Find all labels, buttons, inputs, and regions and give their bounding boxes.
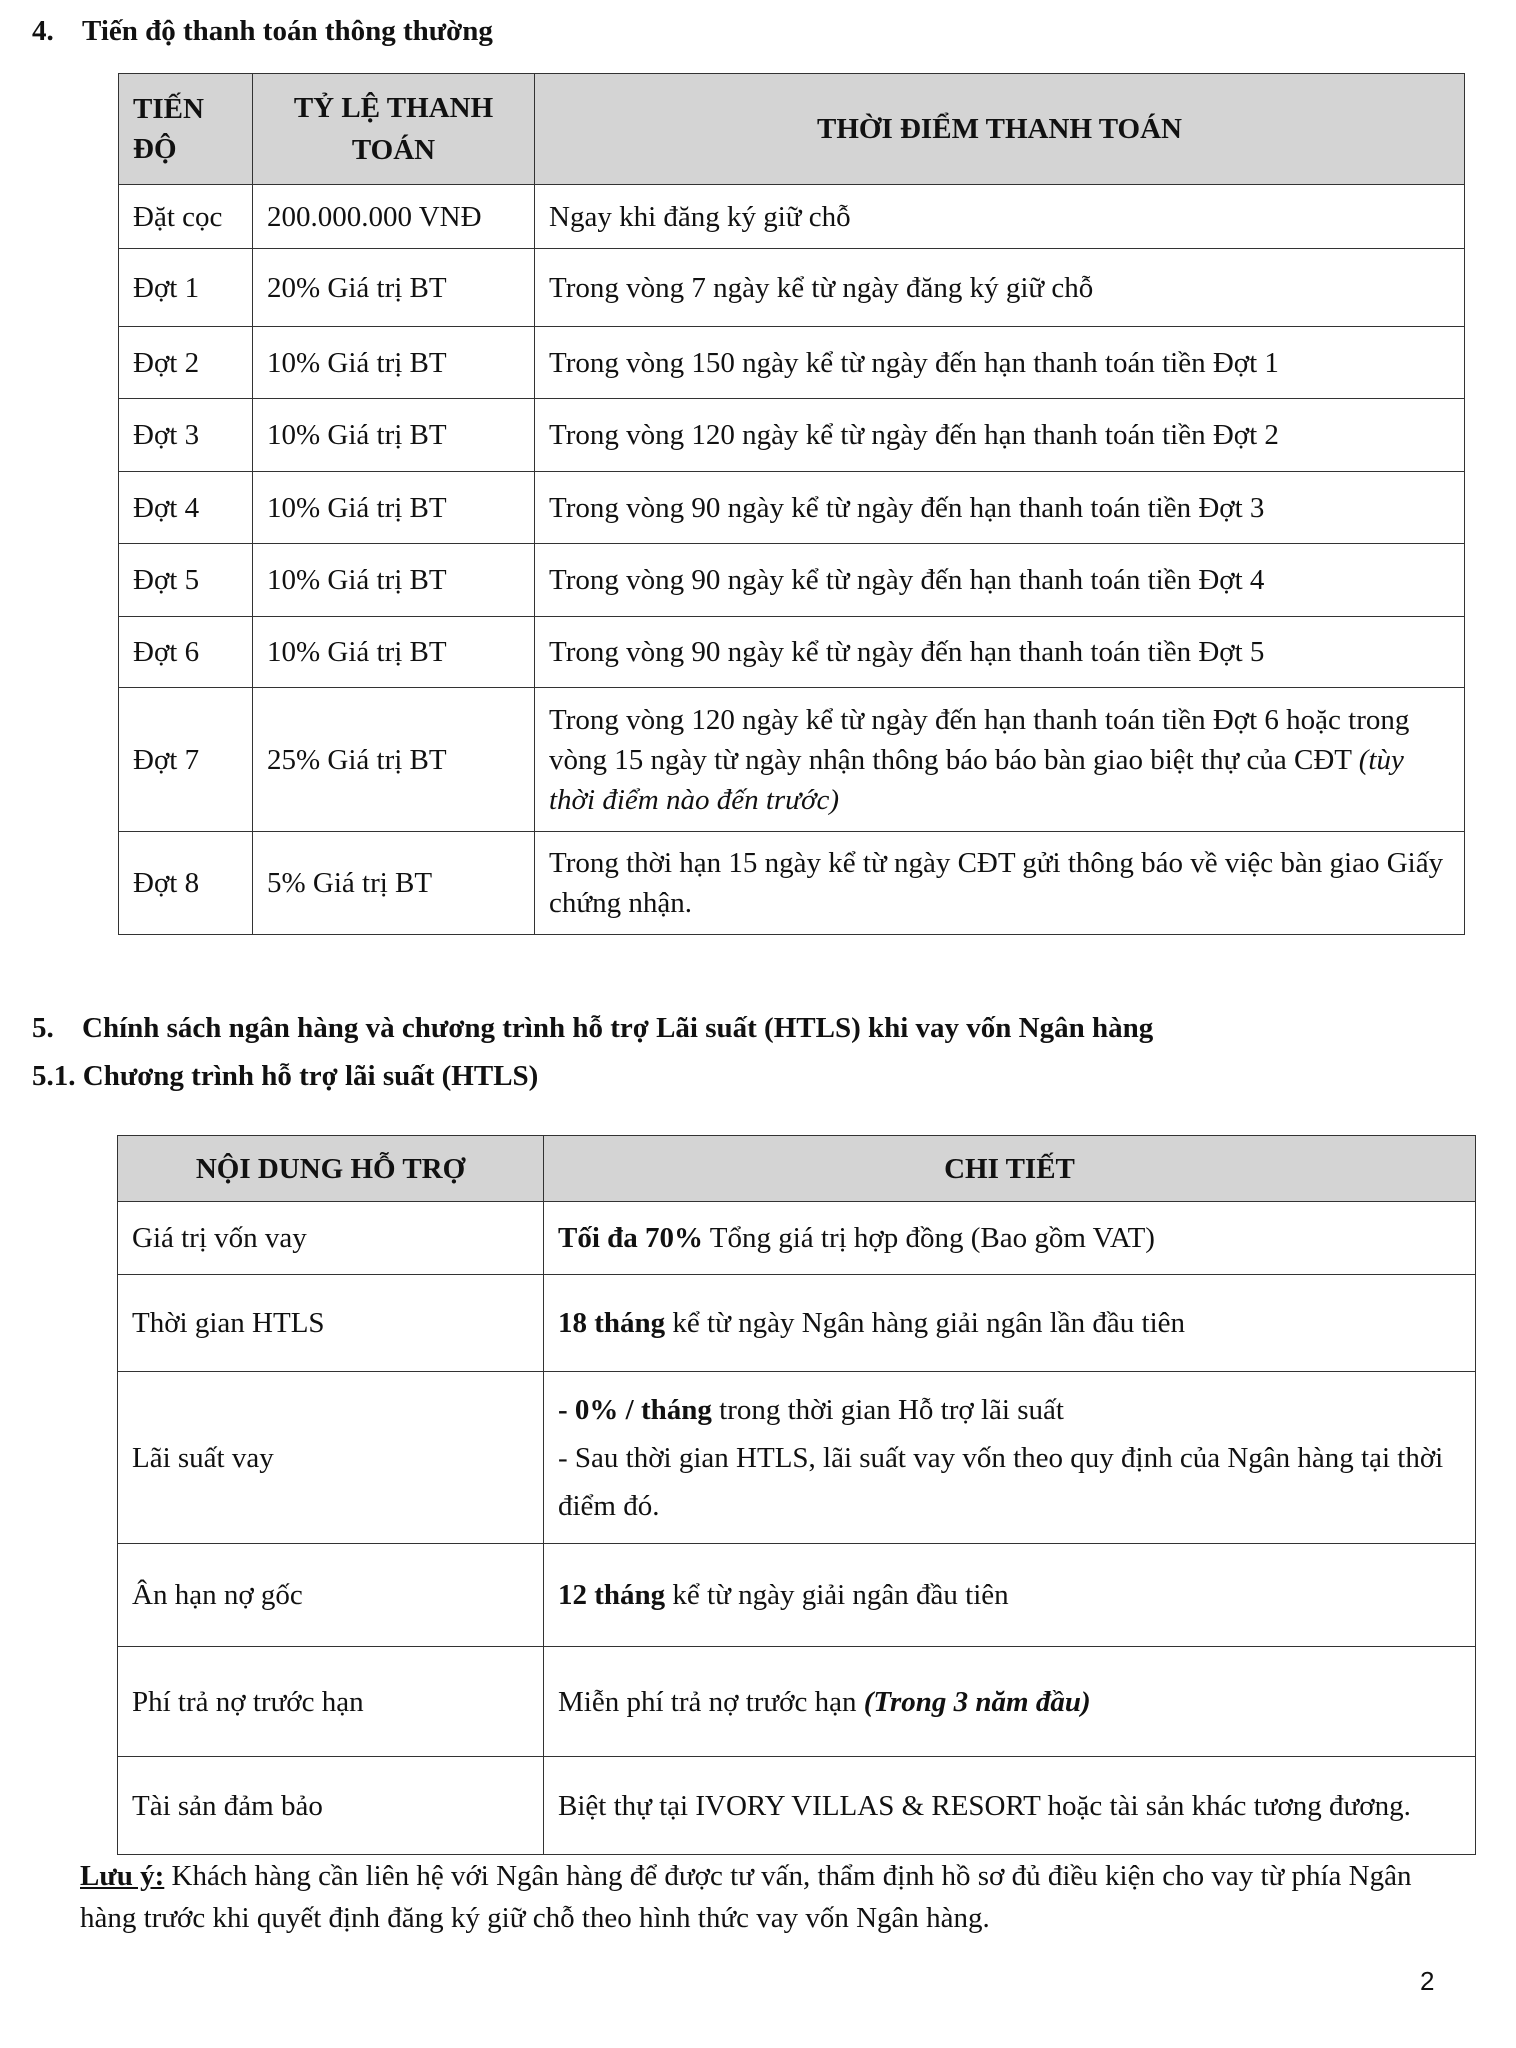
header-content: NỘI DUNG HỖ TRỢ	[118, 1136, 544, 1202]
note-paragraph	[80, 1855, 1470, 1939]
header-stage: TIẾN ĐỘ	[119, 74, 253, 185]
table-row	[119, 327, 1465, 399]
detail-cell: Biệt thự tại IVORY VILLAS & RESORT hoặc tài sản khác tương đương.	[544, 1757, 1476, 1855]
time-cell: Trong vòng 90 ngày kể từ ngày đến hạn thanh toán tiền Đợt 4	[535, 544, 1465, 617]
time-cell: Ngay khi đăng ký giữ chỗ	[535, 185, 1465, 249]
detail-text: Tổng giá trị hợp đồng (Bao gồm VAT)	[703, 1222, 1155, 1254]
label-cell: Giá trị vốn vay	[118, 1202, 544, 1275]
detail-text-2: - Sau thời gian HTLS, lãi suất vay vốn theo quy định của Ngân hàng tại thời điểm đó.	[558, 1441, 1444, 1522]
table-header-row	[119, 74, 1465, 185]
time-cell: Trong vòng 90 ngày kể từ ngày đến hạn thanh toán tiền Đợt 5	[535, 617, 1465, 688]
table-row	[118, 1757, 1476, 1855]
detail-bold: Tối đa 70%	[558, 1222, 704, 1254]
ratio-cell: 10% Giá trị BT	[253, 472, 535, 544]
stage-cell: Đợt 5	[119, 544, 253, 617]
page-number: 2	[1420, 1966, 1435, 1996]
section-4-heading	[32, 13, 493, 49]
ratio-cell: 5% Giá trị BT	[253, 832, 535, 935]
table-row	[118, 1544, 1476, 1647]
detail-bold: 12 tháng	[558, 1579, 666, 1611]
ratio-cell: 10% Giá trị BT	[253, 617, 535, 688]
header-time: THỜI ĐIỂM THANH TOÁN	[535, 74, 1465, 185]
detail-text: trong thời gian Hỗ trợ lãi suất	[711, 1393, 1064, 1426]
detail-text: kể từ ngày giải ngân đầu tiên	[665, 1579, 1009, 1611]
label-cell: Tài sản đảm bảo	[118, 1757, 544, 1855]
stage-cell: Đợt 8	[119, 832, 253, 935]
section-number: 4.	[32, 15, 54, 47]
label-cell: Ân hạn nợ gốc	[118, 1544, 544, 1647]
time-cell: Trong vòng 90 ngày kể từ ngày đến hạn thanh toán tiền Đợt 3	[535, 472, 1465, 544]
detail-text: kể từ ngày Ngân hàng giải ngân lần đầu tiên	[665, 1307, 1186, 1339]
detail-bold: - 0% / tháng	[558, 1393, 712, 1426]
detail-text: Miễn phí trả nợ trước hạn	[558, 1685, 864, 1718]
section-number: 5.	[32, 1012, 54, 1044]
note-text: Khách hàng cần liên hệ với Ngân hàng để được tư vấn, thẩm định hồ sơ đủ điều kiện cho vay từ phía Ngân hàng trước khi quyết định đăng ký giữ chỗ theo hình thức vay vốn Ngân hàng.	[80, 1860, 1412, 1934]
time-cell: Trong vòng 120 ngày kể từ ngày đến hạn thanh toán tiền Đợt 2	[535, 399, 1465, 472]
section-5-1-heading: 5.1. Chương trình hỗ trợ lãi suất (HTLS)	[32, 1060, 539, 1092]
ratio-cell: 20% Giá trị BT	[253, 249, 535, 327]
table-row	[118, 1647, 1476, 1757]
time-text: Trong vòng 120 ngày kể từ ngày đến hạn thanh toán tiền Đợt 6 hoặc trong vòng 15 ngày từ ngày nhận thông báo báo bàn giao biệt thự của CĐT	[549, 703, 1410, 776]
stage-cell: Đợt 7	[119, 688, 253, 832]
table-row	[119, 617, 1465, 688]
section-5-heading	[32, 1010, 1153, 1046]
table-row	[119, 399, 1465, 472]
stage-cell: Đặt cọc	[119, 185, 253, 249]
table-row	[118, 1275, 1476, 1372]
detail-cell	[544, 1544, 1476, 1647]
ratio-cell: 25% Giá trị BT	[253, 688, 535, 832]
label-cell: Thời gian HTLS	[118, 1275, 544, 1372]
section-title: Chính sách ngân hàng và chương trình hỗ trợ Lãi suất (HTLS) khi vay vốn Ngân hàng	[82, 1012, 1154, 1044]
table-row	[119, 249, 1465, 327]
table-row	[118, 1202, 1476, 1275]
time-cell	[535, 688, 1465, 832]
table-row	[119, 688, 1465, 832]
table-row	[119, 544, 1465, 617]
detail-cell	[544, 1275, 1476, 1372]
label-cell: Phí trả nợ trước hạn	[118, 1647, 544, 1757]
detail-bold-italic: (Trong 3 năm đầu)	[863, 1685, 1091, 1718]
table-row	[118, 1372, 1476, 1544]
time-note: (tùy thời điểm nào đến trước)	[549, 743, 1404, 816]
time-cell: Trong thời hạn 15 ngày kể từ ngày CĐT gửi thông báo về việc bàn giao Giấy chứng nhận.	[535, 832, 1465, 935]
header-detail: CHI TIẾT	[544, 1136, 1476, 1202]
note-label: Lưu ý:	[80, 1860, 165, 1892]
table-row	[119, 185, 1465, 249]
ratio-cell: 10% Giá trị BT	[253, 327, 535, 399]
ratio-cell: 10% Giá trị BT	[253, 399, 535, 472]
detail-cell	[544, 1647, 1476, 1757]
stage-cell: Đợt 4	[119, 472, 253, 544]
stage-cell: Đợt 1	[119, 249, 253, 327]
label-cell: Lãi suất vay	[118, 1372, 544, 1544]
stage-cell: Đợt 6	[119, 617, 253, 688]
detail-bold: 18 tháng	[558, 1307, 666, 1339]
stage-cell: Đợt 2	[119, 327, 253, 399]
table-row	[119, 832, 1465, 935]
detail-cell	[544, 1202, 1476, 1275]
ratio-cell: 200.000.000 VNĐ	[253, 185, 535, 249]
table-row	[119, 472, 1465, 544]
payment-schedule-table	[118, 73, 1465, 935]
table-header-row	[118, 1136, 1476, 1202]
detail-cell	[544, 1372, 1476, 1544]
ratio-cell: 10% Giá trị BT	[253, 544, 535, 617]
time-cell: Trong vòng 150 ngày kể từ ngày đến hạn thanh toán tiền Đợt 1	[535, 327, 1465, 399]
stage-cell: Đợt 3	[119, 399, 253, 472]
section-title: Tiến độ thanh toán thông thường	[82, 15, 493, 47]
interest-support-table	[117, 1135, 1476, 1855]
header-ratio: TỶ LỆ THANH TOÁN	[253, 74, 535, 185]
time-cell: Trong vòng 7 ngày kể từ ngày đăng ký giữ chỗ	[535, 249, 1465, 327]
